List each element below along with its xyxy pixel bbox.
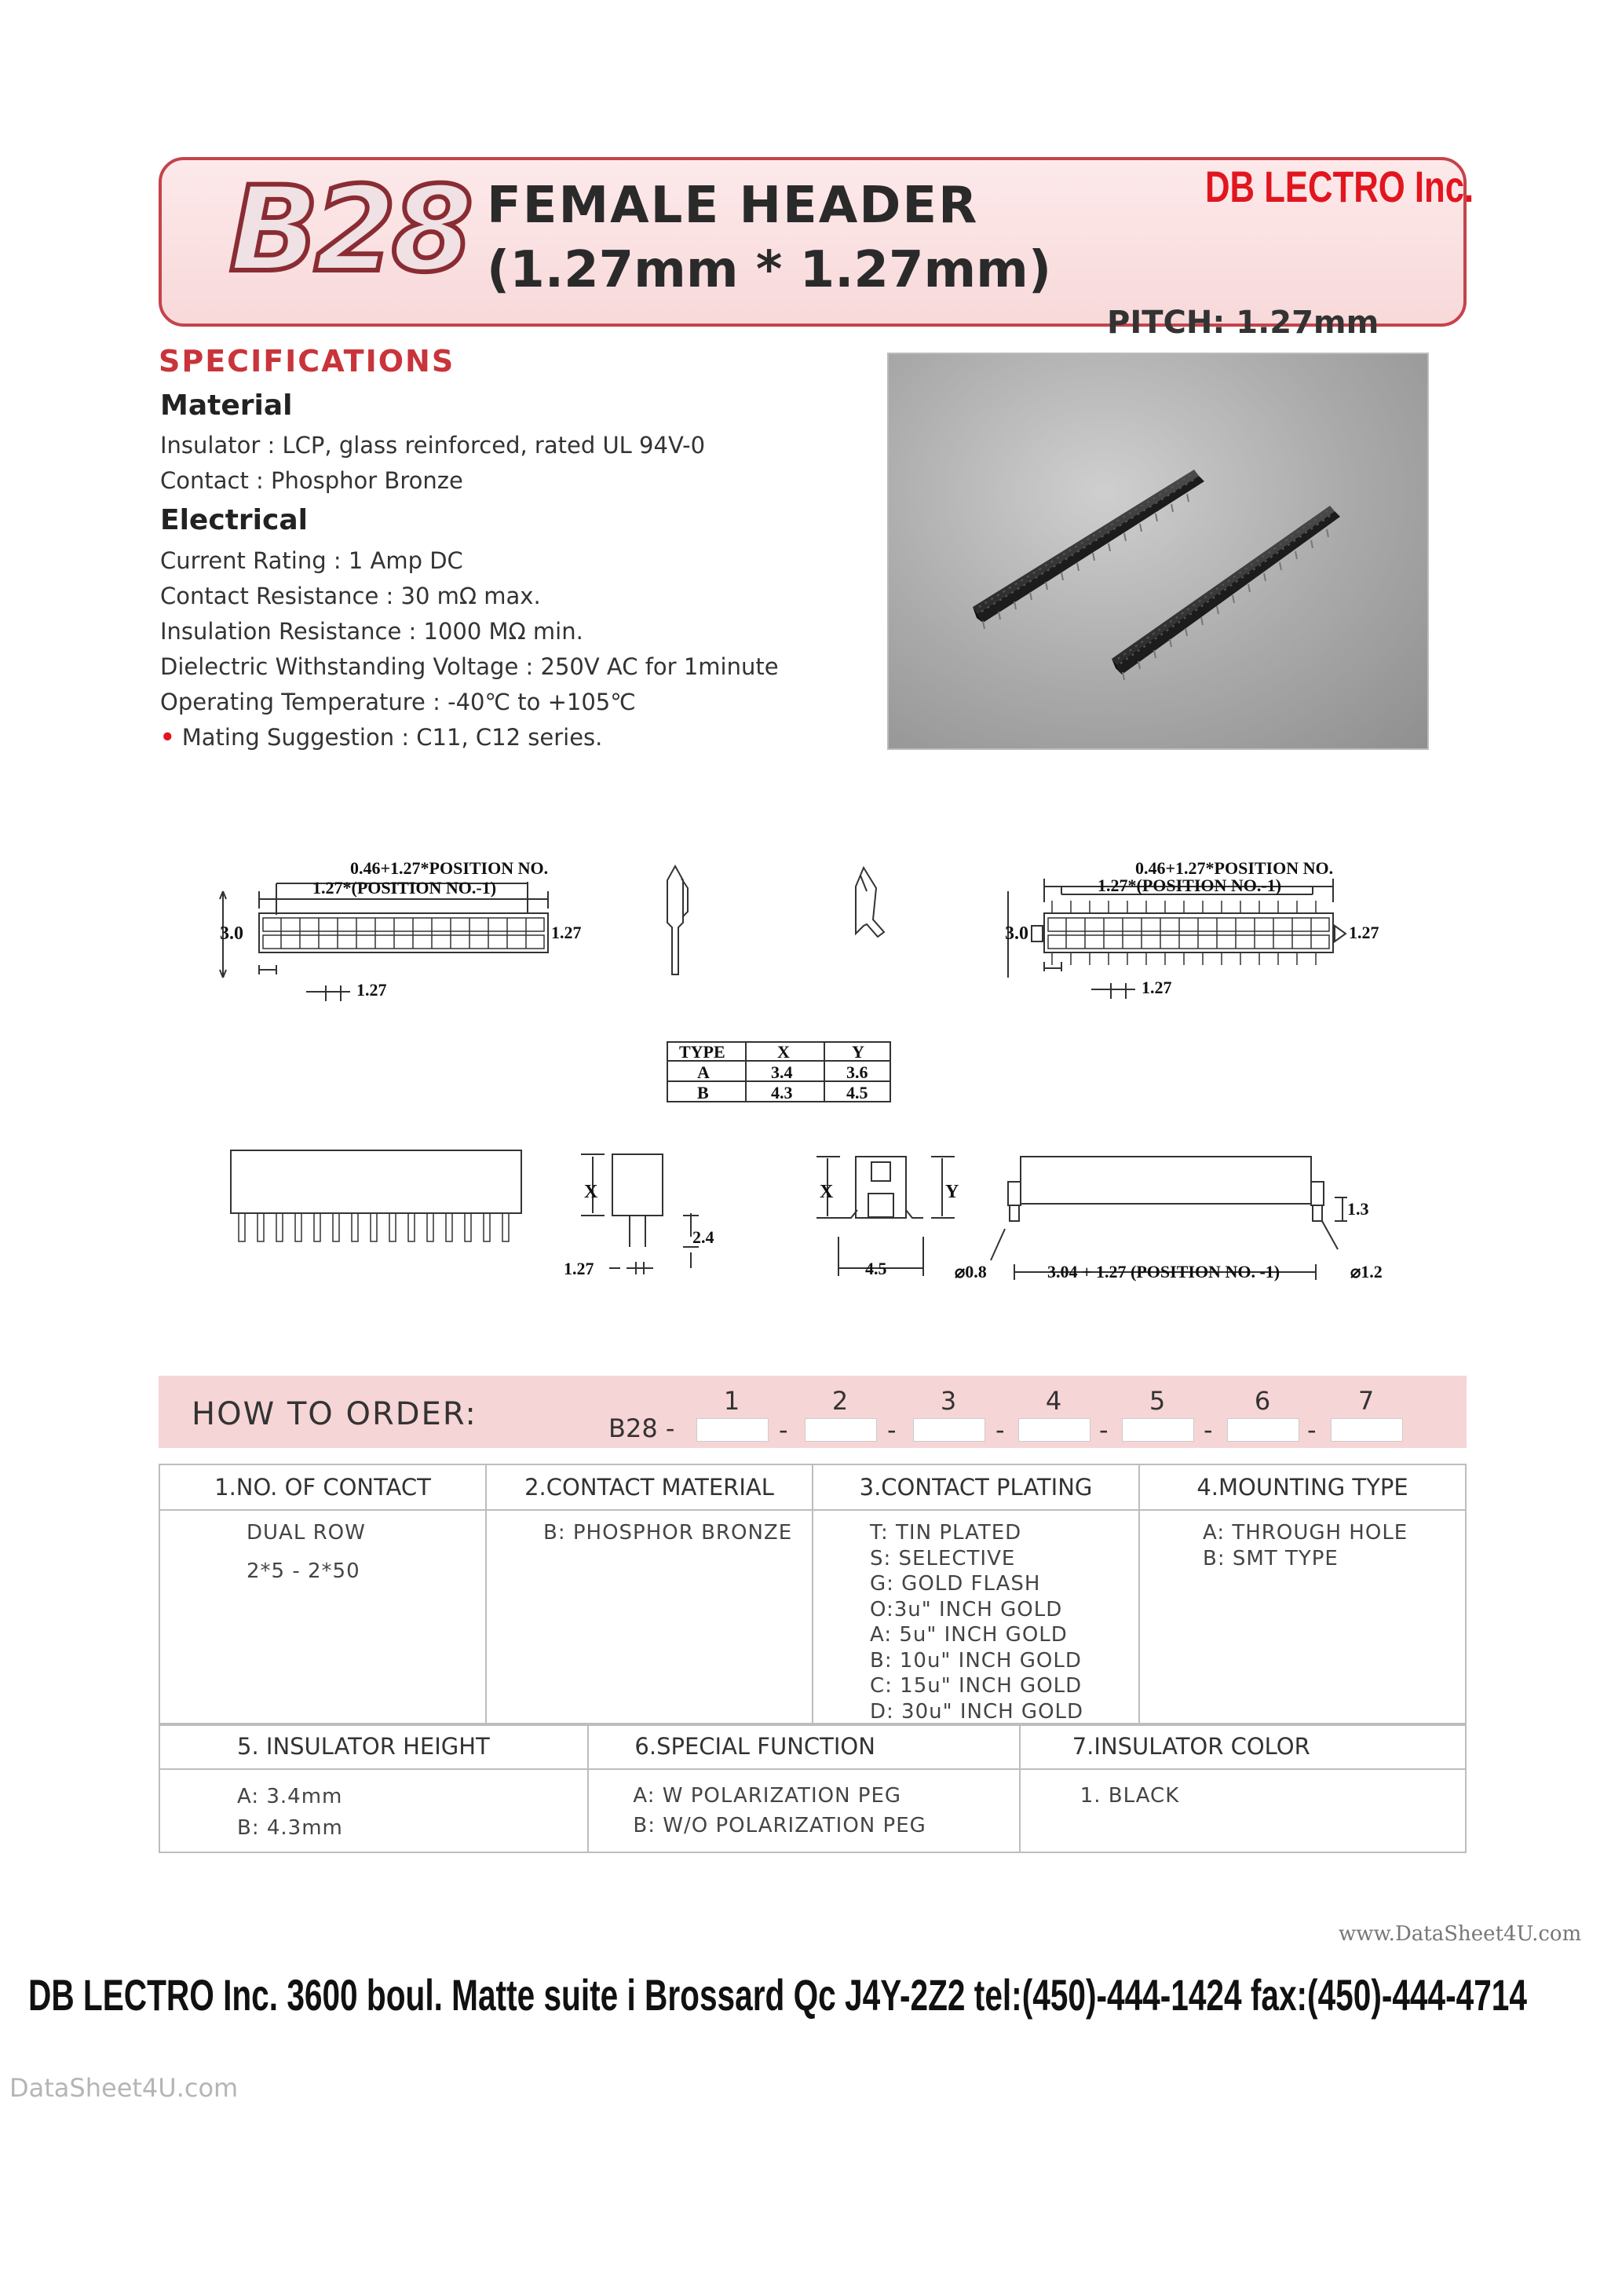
order-dash: - (779, 1415, 788, 1445)
order-position-number: 5 (1149, 1386, 1166, 1416)
dim-pitch-label: 1.27 (356, 980, 387, 1000)
type-table-cell: 3.4 (771, 1062, 793, 1082)
option-item: B: SMT TYPE (1203, 1546, 1339, 1570)
order-code-box[interactable] (913, 1418, 985, 1442)
order-position-number: 2 (831, 1386, 849, 1416)
mating-text: Mating Suggestion : C11, C12 series. (181, 724, 603, 751)
dim-height-label: 3.0 (220, 923, 243, 944)
order-position-number: 7 (1357, 1386, 1375, 1416)
option-item: A: THROUGH HOLE (1203, 1521, 1408, 1545)
option-item: O:3u" INCH GOLD (870, 1597, 1063, 1621)
side-view-peg (955, 1157, 1383, 1281)
material-heading: Material (160, 389, 293, 422)
dim-pitch-total-label: 1.27*(POSITION NO.-1) (312, 878, 497, 898)
order-position-number: 3 (940, 1386, 957, 1416)
contact-terminal-views (667, 866, 884, 974)
type-table-cell: 3.6 (846, 1062, 868, 1082)
type-table-cell: 4.5 (846, 1083, 868, 1102)
option-item: B: 10u" INCH GOLD (870, 1648, 1082, 1673)
spec-line: Current Rating : 1 Amp DC (160, 547, 463, 574)
type-table (667, 1042, 890, 1102)
order-dash: - (1307, 1415, 1317, 1445)
label-x-smt: X (820, 1182, 834, 1202)
dim-pitch-total-label-smt: 1.27*(POSITION NO.-1) (1098, 876, 1282, 895)
column-header: 1.NO. OF CONTACT (214, 1474, 431, 1501)
dim-12-label: ⌀1.2 (1350, 1262, 1383, 1281)
label-x: X (584, 1182, 598, 1202)
model-logo: B28 (229, 162, 469, 298)
spec-line: Insulation Resistance : 1000 MΩ min. (160, 618, 583, 645)
order-code-box[interactable] (1018, 1418, 1090, 1442)
option-item: S: SELECTIVE (870, 1546, 1016, 1570)
spec-line: Dielectric Withstanding Voltage : 250V AC for 1minute (160, 653, 779, 680)
dimension-drawing (212, 828, 1405, 1300)
type-table-header: TYPE (679, 1042, 725, 1062)
specifications-heading: SPECIFICATIONS (159, 344, 455, 378)
dim-total-label: 0.46+1.27*POSITION NO. (350, 858, 549, 878)
side-view-smt (816, 1157, 959, 1278)
option-item: C: 15u" INCH GOLD (870, 1674, 1083, 1698)
order-position-number: 6 (1254, 1386, 1271, 1416)
connector-2 (1112, 506, 1340, 680)
options-table-bottom (159, 1723, 1467, 1853)
connector-render (889, 354, 1430, 751)
order-position-number: 4 (1045, 1386, 1062, 1416)
column-header: 6.SPECIAL FUNCTION (634, 1733, 875, 1760)
pitch-label: PITCH: 1.27mm (1107, 305, 1379, 341)
mating-suggestion (160, 724, 602, 751)
type-table-cell: A (697, 1062, 710, 1082)
dim-pitch-label-smt: 1.27 (1142, 978, 1172, 997)
column-header: 7.INSULATOR COLOR (1072, 1733, 1310, 1760)
order-code-box[interactable] (1331, 1418, 1403, 1442)
option-item: 2*5 - 2*50 (247, 1559, 360, 1583)
watermark: DataSheet4U.com (9, 2073, 239, 2103)
dim-45-label: 4.5 (865, 1259, 887, 1278)
bullet-icon: • (160, 724, 175, 751)
order-code-box[interactable] (1122, 1418, 1194, 1442)
order-dash: - (887, 1415, 897, 1445)
order-code-box[interactable] (805, 1418, 877, 1442)
column-header: 4.MOUNTING TYPE (1196, 1474, 1408, 1501)
top-view-through-hole (220, 858, 582, 1001)
order-dash: - (995, 1415, 1005, 1445)
option-item: A: W POLARIZATION PEG (633, 1784, 902, 1808)
order-code-box[interactable] (696, 1418, 769, 1442)
option-item: A: 3.4mm (237, 1785, 343, 1808)
spec-line: Contact : Phosphor Bronze (160, 467, 463, 494)
option-item: B: W/O POLARIZATION PEG (633, 1814, 926, 1837)
option-item: G: GOLD FLASH (870, 1572, 1041, 1596)
order-prefix: B28 - (608, 1413, 675, 1443)
top-view-smt (1005, 858, 1379, 999)
label-y-smt: Y (945, 1182, 959, 1202)
spec-line: Contact Resistance : 30 mΩ max. (160, 583, 541, 609)
dim-row-label-smt: 1.27 (1349, 923, 1379, 942)
product-photo (887, 353, 1429, 750)
column-header: 3.CONTACT PLATING (859, 1474, 1093, 1501)
option-item: A: 5u" INCH GOLD (870, 1623, 1068, 1647)
electrical-heading: Electrical (160, 504, 308, 536)
product-title: FEMALE HEADER (487, 177, 979, 235)
order-title: HOW TO ORDER: (192, 1396, 477, 1432)
dim-row-label: 1.27 (551, 923, 582, 942)
front-view (231, 1150, 521, 1241)
option-item: D: 30u" INCH GOLD (870, 1699, 1084, 1724)
spec-line: Operating Temperature : -40℃ to +105℃ (160, 689, 636, 715)
order-code-box[interactable] (1227, 1418, 1299, 1442)
option-item: T: TIN PLATED (870, 1521, 1022, 1545)
option-item: B: 4.3mm (237, 1816, 343, 1840)
dim-tail-label: 2.4 (692, 1227, 714, 1247)
dim-total-label-smt: 0.46+1.27*POSITION NO. (1135, 858, 1334, 878)
dim-peg-label: ⌀0.8 (955, 1262, 987, 1281)
type-table-header: Y (852, 1042, 864, 1062)
option-item: DUAL ROW (247, 1521, 366, 1545)
order-position-number: 1 (723, 1386, 740, 1416)
technical-drawings (212, 828, 1405, 1300)
order-dash: - (1099, 1415, 1109, 1445)
dim-height-label-smt: 3.0 (1005, 923, 1028, 944)
column-header: 5. INSULATOR HEIGHT (237, 1733, 490, 1760)
spec-line: Insulator : LCP, glass reinforced, rated UL 94V-0 (160, 432, 706, 459)
type-table-cell: 4.3 (771, 1083, 793, 1102)
option-item: 1. BLACK (1080, 1784, 1180, 1808)
datasheet-site-link[interactable]: www.DataSheet4U.com (1339, 1922, 1582, 1946)
product-subtitle: (1.27mm * 1.27mm) (487, 241, 1052, 299)
order-dash: - (1204, 1415, 1213, 1445)
connector-1 (973, 470, 1204, 629)
company-contact: DB LECTRO Inc. 3600 boul. Matte suite i Brossard Qc J4Y-2Z2 tel:(450)-444-1424 fax:(450)-444-4714 (28, 1970, 1527, 2020)
dim-smt-label: 3.04 + 1.27 (POSITION NO. -1) (1047, 1262, 1280, 1281)
options-table-top (159, 1464, 1467, 1726)
type-table-header: X (777, 1042, 790, 1062)
option-item: B: PHOSPHOR BRONZE (543, 1521, 793, 1545)
type-table-cell: B (697, 1083, 709, 1102)
brand-name: DB LECTRO Inc. (1205, 162, 1474, 211)
dim-13-label: 1.3 (1347, 1199, 1369, 1219)
side-view-through-hole (564, 1154, 714, 1278)
dim-pin-pitch-label: 1.27 (564, 1259, 594, 1278)
column-header: 2.CONTACT MATERIAL (524, 1474, 774, 1501)
